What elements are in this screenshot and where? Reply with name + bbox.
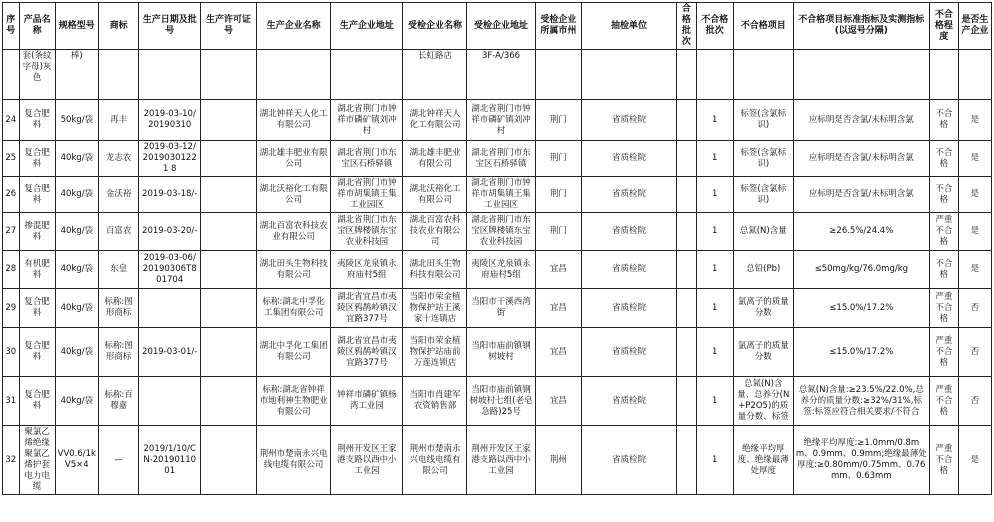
table-cell <box>677 50 697 100</box>
table-cell: 棒) <box>55 50 98 100</box>
table-cell: 1 <box>696 377 733 426</box>
table-row <box>3 50 992 100</box>
table-cell <box>256 50 330 100</box>
table-cell: 复合肥料 <box>19 177 55 213</box>
table-cell: 40kg/袋 <box>55 213 98 251</box>
header-cell: 受检企业地址 <box>467 3 535 50</box>
table-cell <box>677 289 697 328</box>
table-cell: 省质检院 <box>582 251 677 289</box>
table-cell: 有机肥料 <box>19 251 55 289</box>
table-cell: 省质检院 <box>582 377 677 426</box>
table-cell: 当阳市肖建军农资销售部 <box>403 377 467 426</box>
table-cell: 27 <box>3 213 20 251</box>
table-cell: 40kg/袋 <box>55 289 98 328</box>
table-cell: 不合格 <box>929 251 958 289</box>
header-cell: 不合格项目标准指标及实测指标(以逗号分隔) <box>793 3 929 50</box>
table-cell <box>201 177 257 213</box>
table-cell: 湖北田头生物科技有限公司 <box>256 251 330 289</box>
table-cell: ≥26.5%/24.4% <box>793 213 929 251</box>
header-cell: 合格批次 <box>677 3 697 50</box>
table-cell: 湖北省荆门市东宝区石桥驿镇 <box>467 141 535 177</box>
table-cell: 湖北省荆门市东宝区牌楼镇东宝农业科技园 <box>331 213 403 251</box>
table-cell: 1 <box>696 328 733 377</box>
table-cell: 宜昌 <box>535 289 581 328</box>
table-cell <box>733 50 793 100</box>
table-cell: 省质检院 <box>582 177 677 213</box>
table-cell: 荆门 <box>535 177 581 213</box>
table-cell <box>201 251 257 289</box>
header-cell: 受检企业所属市州 <box>535 3 581 50</box>
table-cell: 荆州开发区王家港支路以西中小工业园 <box>467 426 535 495</box>
table-cell <box>331 50 403 100</box>
table-cell: 2019-03-06/20190306T801704 <box>139 251 201 289</box>
table-cell: 钟祥市磷矿镇杨湾工业园 <box>331 377 403 426</box>
table-cell: 聚氯乙烯绝缘聚氯乙烯护套电力电缆 <box>19 426 55 495</box>
table-cell <box>582 50 677 100</box>
table-cell: 1 <box>696 177 733 213</box>
table-cell: 是 <box>958 141 991 177</box>
table-cell: 不合格 <box>929 141 958 177</box>
table-cell: 是 <box>958 100 991 141</box>
table-cell <box>201 426 257 495</box>
table-row <box>3 328 992 377</box>
table-cell: 28 <box>3 251 20 289</box>
header-cell: 产品名称 <box>19 3 55 50</box>
table-cell: — <box>98 426 138 495</box>
header-cell: 生产企业地址 <box>331 3 403 50</box>
table-cell: 40kg/袋 <box>55 177 98 213</box>
table-cell <box>201 50 257 100</box>
table-cell: 复合肥料 <box>19 141 55 177</box>
table-cell: 2019-03-10/20190310 <box>139 100 201 141</box>
header-cell: 商标 <box>98 3 138 50</box>
table-cell: 套(条纹字母)灰色 <box>19 50 55 100</box>
table-cell: 东皇 <box>98 251 138 289</box>
table-cell <box>696 50 733 100</box>
table-cell: 金沃裕 <box>98 177 138 213</box>
table-cell: 2019-03-20/- <box>139 213 201 251</box>
header-row <box>3 3 992 50</box>
table-cell: 严重不合格 <box>929 213 958 251</box>
table-cell: 省质检院 <box>582 426 677 495</box>
table-cell: 当阳市荣金植物保护站庙前万莲连锁店 <box>403 328 467 377</box>
table-cell: 标称:湖北省钟祥市地利神生物肥业有限公司 <box>256 377 330 426</box>
header-cell: 是否生产企业 <box>958 3 991 50</box>
table-cell: 湖北雄丰肥业有限公司 <box>403 141 467 177</box>
header-cell: 抽检单位 <box>582 3 677 50</box>
table-cell: 严重不合格 <box>929 328 958 377</box>
table-row <box>3 426 992 495</box>
table-cell: 1 <box>696 251 733 289</box>
table-cell: ≤15.0%/17.2% <box>793 328 929 377</box>
table-cell: 夷陵区龙泉镇永府庙村5组 <box>331 251 403 289</box>
table-cell: 标称:图形商标 <box>98 289 138 328</box>
table-cell: 总氮(N)含量 <box>733 213 793 251</box>
table-cell: 总氮(N)含量:≥23.5%/22.0%,总养分的质量分数:≥32%/31%,标签:标签应符合相关要求/不符合 <box>793 377 929 426</box>
header-cell: 规格型号 <box>55 3 98 50</box>
table-cell: 当阳市干溪西湾街 <box>467 289 535 328</box>
table-cell <box>139 289 201 328</box>
table-cell: 1 <box>696 289 733 328</box>
table-cell: 荆州开发区王家港支路以西中小工业园 <box>331 426 403 495</box>
table-cell: ≤50mg/kg/76.0mg/kg <box>793 251 929 289</box>
table-cell: 湖北省荆门市钟祥市胡集镇王集工业园区 <box>467 177 535 213</box>
table-cell: 是 <box>958 213 991 251</box>
table-cell <box>677 426 697 495</box>
table-row <box>3 251 992 289</box>
table-cell: 长虹路店 <box>403 50 467 100</box>
header-cell: 不合格程度 <box>929 3 958 50</box>
table-cell <box>139 377 201 426</box>
table-cell: 1 <box>696 141 733 177</box>
table-cell: 宜昌 <box>535 328 581 377</box>
table-cell: 严重不合格 <box>929 426 958 495</box>
table-cell: 否 <box>958 289 991 328</box>
table-cell: 40kg/袋 <box>55 328 98 377</box>
table-row <box>3 289 992 328</box>
table-cell <box>201 328 257 377</box>
header-cell: 生产许可证号 <box>201 3 257 50</box>
table-cell: 荆州 <box>535 426 581 495</box>
table-cell: 40kg/袋 <box>55 251 98 289</box>
table-cell: 31 <box>3 377 20 426</box>
header-cell: 不合格批次 <box>696 3 733 50</box>
table-cell: 绝缘平均厚度:≥1.0mm/0.8mm、0.9mm、0.9mm;绝缘最薄处厚度:≥0.80mm/0.75mm、0.76mm、0.63mm <box>793 426 929 495</box>
table-cell <box>201 213 257 251</box>
table-row <box>3 377 992 426</box>
table-cell: 湖北中孚化工集团有限公司 <box>256 328 330 377</box>
table-cell: 是 <box>958 426 991 495</box>
table-cell <box>201 289 257 328</box>
table-cell: 省质检院 <box>582 141 677 177</box>
table-cell: 氯离子的质量分数 <box>733 328 793 377</box>
table-cell <box>677 251 697 289</box>
table-cell: 30 <box>3 328 20 377</box>
table-cell: 40kg/袋 <box>55 141 98 177</box>
table-cell: 否 <box>958 328 991 377</box>
table-cell: 2019/1/10/CN-20190110 01 <box>139 426 201 495</box>
table-cell: ≤15.0%/17.2% <box>793 289 929 328</box>
table-cell <box>677 328 697 377</box>
table-cell: 宜昌 <box>535 377 581 426</box>
table-cell <box>677 141 697 177</box>
table-cell: 2019-03-18/- <box>139 177 201 213</box>
table-cell <box>98 50 138 100</box>
table-cell: 荆门 <box>535 100 581 141</box>
table-cell: 标称:百穆嘉 <box>98 377 138 426</box>
table-cell: 严重不合格 <box>929 289 958 328</box>
table-cell: 是 <box>958 251 991 289</box>
table-cell: 龙志农 <box>98 141 138 177</box>
table-cell: 50kg/袋 <box>55 100 98 141</box>
table-cell: 3F-A/366 <box>467 50 535 100</box>
table-cell <box>535 50 581 100</box>
table-cell: 1 <box>696 100 733 141</box>
table-cell: 标称:图形商标 <box>98 328 138 377</box>
table-cell: 26 <box>3 177 20 213</box>
table-cell: 25 <box>3 141 20 177</box>
table-cell: 复合肥料 <box>19 328 55 377</box>
table-cell: 省质检院 <box>582 289 677 328</box>
table-cell: 标签(含氯标识) <box>733 177 793 213</box>
table-row <box>3 141 992 177</box>
table-cell: 32 <box>3 426 20 495</box>
table-cell: 荆州市楚南永兴电线电缆有限公司 <box>256 426 330 495</box>
table-cell: 应标明是否含氯/未标明含氯 <box>793 177 929 213</box>
table-cell: 40kg/袋 <box>55 377 98 426</box>
table-cell: 2019-03-12/20190301221 8 <box>139 141 201 177</box>
table-cell: 总氮(N)含量、总养分(N+P2O5)的质量分数、标签 <box>733 377 793 426</box>
table-cell: 夷陵区龙泉镇永府庙村5组 <box>467 251 535 289</box>
table-cell: 宜昌 <box>535 251 581 289</box>
table-cell: 标称:湖北中孚化工集团有限公司 <box>256 289 330 328</box>
table-cell: 湖北沃裕化工有限公司 <box>256 177 330 213</box>
table-cell: 1 <box>696 426 733 495</box>
table-cell: 29 <box>3 289 20 328</box>
table-cell: 1 <box>696 213 733 251</box>
table-cell: 湖北百富农科技农业有限公司 <box>403 213 467 251</box>
table-cell <box>677 177 697 213</box>
table-cell: 标签(含氯标识) <box>733 141 793 177</box>
table-cell: 湖北省宜昌市夷陵区鸦鹊岭镇汉宜路377号 <box>331 289 403 328</box>
table-cell: 湖北钟祥天人化工有限公司 <box>403 100 467 141</box>
table-cell: 掺混肥料 <box>19 213 55 251</box>
table-cell: 湖北雄丰肥业有限公司 <box>256 141 330 177</box>
inspection-table <box>2 2 992 495</box>
table-cell: 省质检院 <box>582 213 677 251</box>
header-cell: 生产日期及批号 <box>139 3 201 50</box>
table-cell: 湖北田头生物科技有限公司 <box>403 251 467 289</box>
table-cell: 再丰 <box>98 100 138 141</box>
header-cell: 不合格项目 <box>733 3 793 50</box>
table-cell <box>958 50 991 100</box>
table-cell <box>677 377 697 426</box>
table-cell: 荆州市楚南永兴电线电缆有限公司 <box>403 426 467 495</box>
table-cell <box>201 377 257 426</box>
table-cell: 应标明是否含氯/未标明含氯 <box>793 100 929 141</box>
table-cell: 当阳市庙前镇钢树坡村 <box>467 328 535 377</box>
table-row <box>3 100 992 141</box>
table-row <box>3 213 992 251</box>
header-cell: 序号 <box>3 3 20 50</box>
table-row <box>3 177 992 213</box>
table-cell: 湖北百富农科技农业有限公司 <box>256 213 330 251</box>
table-cell <box>677 213 697 251</box>
table-cell <box>677 100 697 141</box>
table-cell <box>929 50 958 100</box>
table-cell: 不合格 <box>929 177 958 213</box>
table-cell: 复合肥料 <box>19 289 55 328</box>
header-cell: 受检企业名称 <box>403 3 467 50</box>
table-cell <box>139 50 201 100</box>
table-cell: 24 <box>3 100 20 141</box>
header-cell: 生产企业名称 <box>256 3 330 50</box>
table-cell: 湖北省荆门市钟祥市磷矿镇刘冲村 <box>467 100 535 141</box>
table-cell: 湖北省宜昌市夷陵区鸦鹊岭镇汉宜路377号 <box>331 328 403 377</box>
table-cell: 绝缘平均厚度、绝缘最薄处厚度 <box>733 426 793 495</box>
table-cell: 是 <box>958 177 991 213</box>
table-cell: 应标明是否含氯/未标明含氯 <box>793 141 929 177</box>
table-cell: 氯离子的质量分数 <box>733 289 793 328</box>
table-cell: 湖北沃裕化工有限公司 <box>403 177 467 213</box>
table-cell: 总铅(Pb) <box>733 251 793 289</box>
table-cell: 湖北省荆门市东宝区石桥驿镇 <box>331 141 403 177</box>
table-cell: 省质检院 <box>582 328 677 377</box>
table-cell: 2019-03-01/- <box>139 328 201 377</box>
table-cell: 湖北钟祥天人化工有限公司 <box>256 100 330 141</box>
table-cell <box>3 50 20 100</box>
table-cell: 湖北省荆门市钟祥市胡集镇王集工业园区 <box>331 177 403 213</box>
table-cell: 省质检院 <box>582 100 677 141</box>
table-cell: 湖北省荆门市钟祥市磷矿镇刘冲村 <box>331 100 403 141</box>
table-cell: 当阳市荣金植物保护站王溪家十连镇店 <box>403 289 467 328</box>
table-cell <box>201 100 257 141</box>
table-cell <box>201 141 257 177</box>
table-cell <box>793 50 929 100</box>
table-cell: 否 <box>958 377 991 426</box>
table-cell: 标签(含氯标识) <box>733 100 793 141</box>
table-cell: 不合格 <box>929 100 958 141</box>
table-cell: 当阳市庙前镇钢树坡村七组(老皂急路)25号 <box>467 377 535 426</box>
table-cell: 荆门 <box>535 141 581 177</box>
table-cell: 百富农 <box>98 213 138 251</box>
table-cell: 湖北省荆门市东宝区牌楼镇东宝农业科技园 <box>467 213 535 251</box>
table-cell: 复合肥料 <box>19 377 55 426</box>
table-cell: 荆门 <box>535 213 581 251</box>
table-cell: VV0.6/1kV5×4 <box>55 426 98 495</box>
table-cell: 严重不合格 <box>929 377 958 426</box>
table-cell: 复合肥料 <box>19 100 55 141</box>
